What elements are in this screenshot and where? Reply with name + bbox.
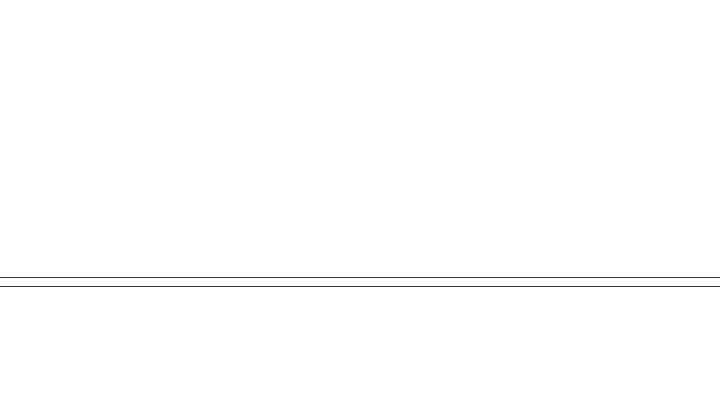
recap-rule — [0, 286, 720, 287]
section-rule — [0, 277, 720, 278]
